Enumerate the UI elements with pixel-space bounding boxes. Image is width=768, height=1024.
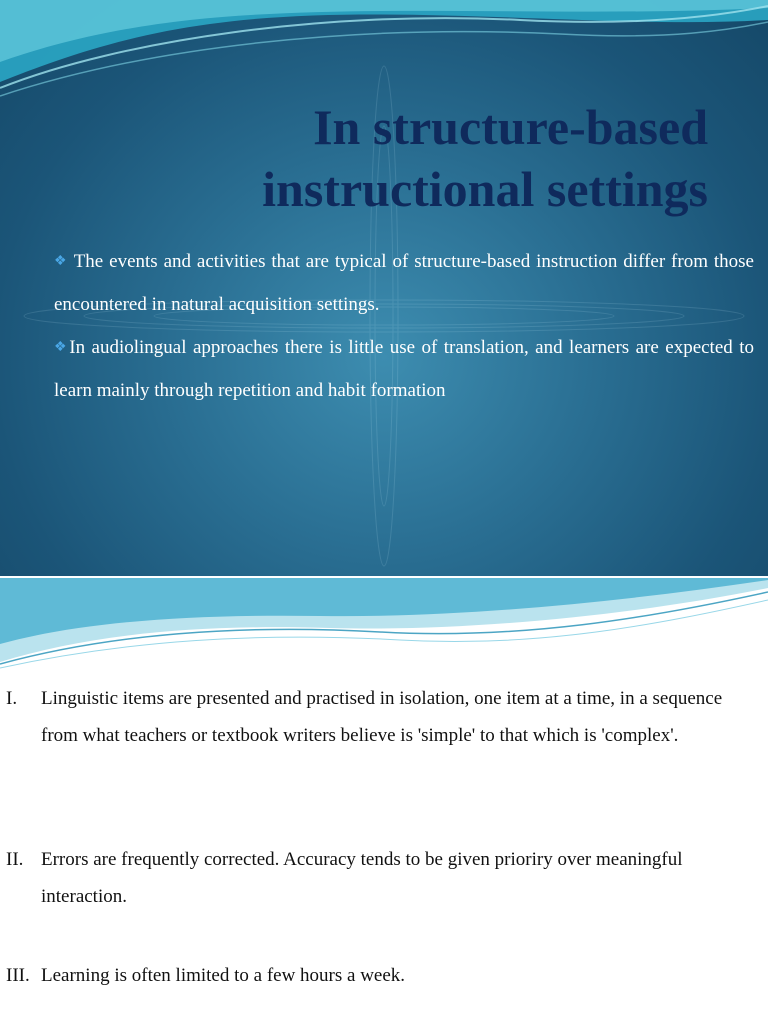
bullet-item [54, 326, 754, 412]
bullet-item [54, 240, 754, 326]
diamond-icon: ❖ [54, 254, 68, 269]
title-line-1: In structure-based [313, 99, 708, 155]
notes-wave-decoration [0, 578, 768, 678]
list-item-text: Linguistic items are presented and practised in isolation, one item at a time, in a sequence from what teachers or textbook writers believe is 'simple' to that which is 'complex'. [41, 688, 723, 746]
bullet-list [54, 240, 754, 412]
notes-page [0, 578, 768, 1024]
bullet-text: The events and activities that are typical of structure-based instruction differ from those encountered in natural acquisition settings. [54, 251, 754, 315]
list-item-text: Errors are frequently corrected. Accuracy tends to be given prioriry over meaningful interaction. [41, 849, 683, 907]
bullet-text: In audiolingual approaches there is little use of translation, and learners are expected to learn mainly through repetition and habit formation [54, 337, 754, 401]
list-item-number: I. [6, 688, 18, 709]
slide-title [88, 96, 708, 220]
list-item-number: II. [6, 849, 24, 870]
list-item-number: III. [6, 965, 30, 986]
diamond-icon: ❖ [54, 340, 69, 355]
list-item-text: Learning is often limited to a few hours a week. [41, 965, 406, 986]
title-line-2: instructional settings [262, 161, 708, 217]
